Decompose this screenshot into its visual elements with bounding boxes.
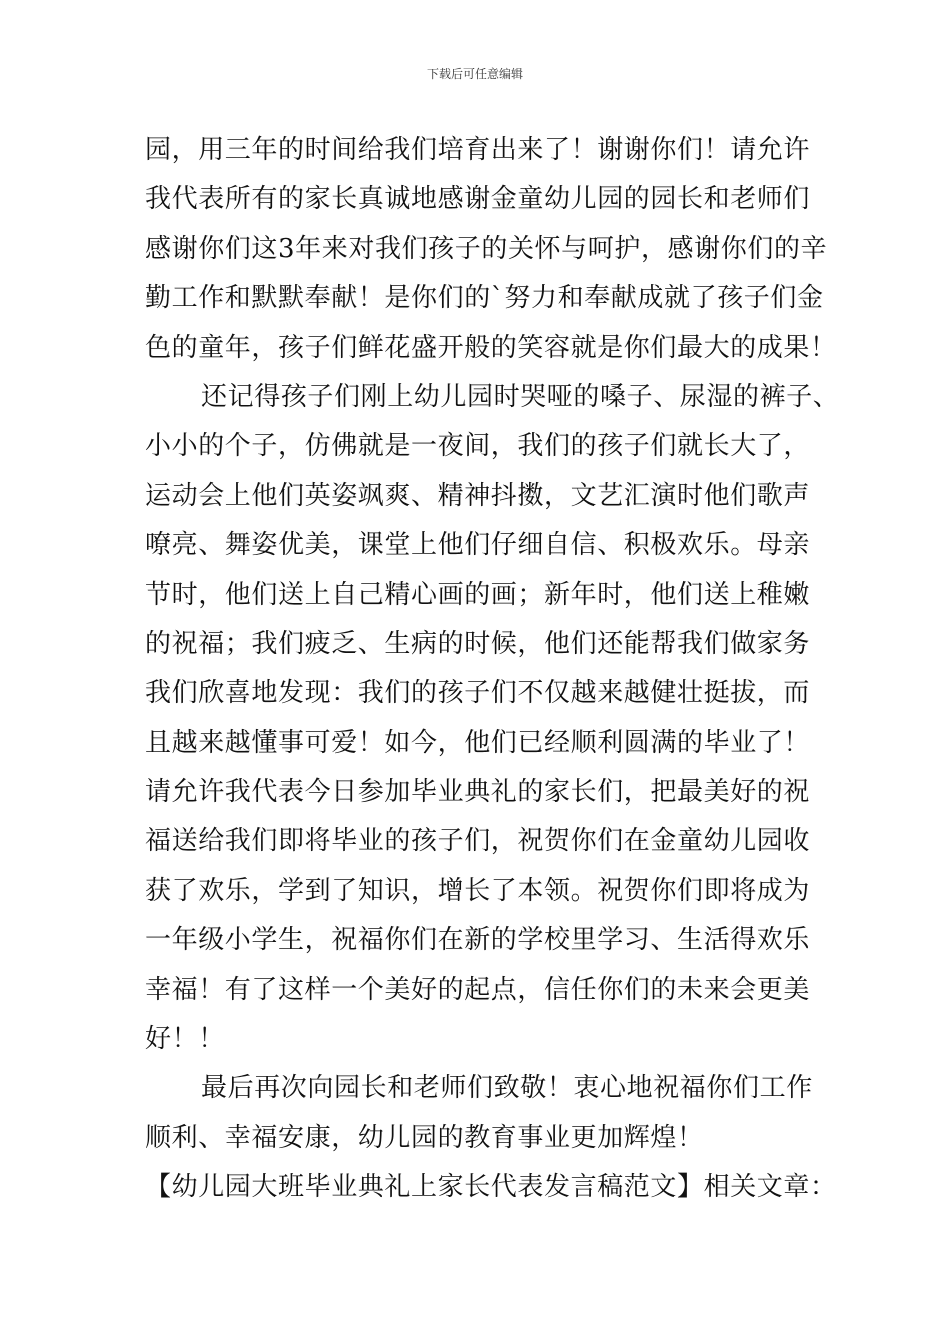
text-line: 勤工作和默默奉献！是你们的`努力和奉献成就了孩子们金: [145, 283, 824, 314]
text-line: 且越来越懂事可爱！如今，他们已经顺利圆满的毕业了！: [145, 727, 811, 758]
text-line: 请允许我代表今日参加毕业典礼的家长们，把最美好的祝: [145, 777, 811, 808]
page-header: 下载后可任意编辑: [426, 67, 523, 81]
paragraph-start-line: 最后再次向园长和老师们致敬！衷心地祝福你们工作: [201, 1073, 813, 1104]
text-line: 顺利、幸福安康，幼儿园的教育事业更加辉煌！: [145, 1122, 704, 1153]
text-line: 的祝福；我们疲乏、生病的时候，他们还能帮我们做家务: [145, 628, 811, 659]
text-line: 嘹亮、舞姿优美，课堂上他们仔细自信、积极欢乐。母亲: [145, 530, 811, 561]
text-line: 运动会上他们英姿飒爽、精神抖擞，文艺汇演时他们歌声: [145, 480, 811, 511]
text-line: 福送给我们即将毕业的孩子们，祝贺你们在金童幼儿园收: [145, 826, 811, 857]
text-line: 好！！: [145, 1024, 225, 1055]
text-line: 色的童年，孩子们鲜花盛开般的笑容就是你们最大的成果！: [145, 332, 837, 363]
text-line: 我代表所有的家长真诚地感谢金童幼儿园的园长和老师们: [145, 184, 811, 215]
text-line: 一年级小学生，祝福你们在新的学校里学习、生活得欢乐: [145, 925, 811, 956]
text-line: 获了欢乐，学到了知识，增长了本领。祝贺你们即将成为: [145, 875, 811, 906]
document-body: [145, 126, 840, 1213]
text-line: 感谢你们这3年来对我们孩子的关怀与呵护，感谢你们的辛: [145, 233, 828, 264]
text-line: 节时，他们送上自己精心画的画；新年时，他们送上稚嫩: [145, 579, 811, 610]
text-line: 我们欣喜地发现：我们的孩子们不仅越来越健壮挺拔，而: [145, 678, 811, 709]
text-line: 园，用三年的时间给我们培育出来了！谢谢你们！请允许: [145, 135, 811, 165]
text-line: 小小的个子，仿佛就是一夜间，我们的孩子们就长大了，: [145, 431, 811, 462]
paragraph-start-line: 还记得孩子们刚上幼儿园时哭哑的嗓子、尿湿的裤子、: [201, 381, 840, 412]
text-line: 幸福！有了这样一个美好的起点，信任你们的未来会更美: [145, 974, 811, 1005]
related-articles-heading: 【幼儿园大班毕业典礼上家长代表发言稿范文】相关文章：: [145, 1172, 837, 1203]
